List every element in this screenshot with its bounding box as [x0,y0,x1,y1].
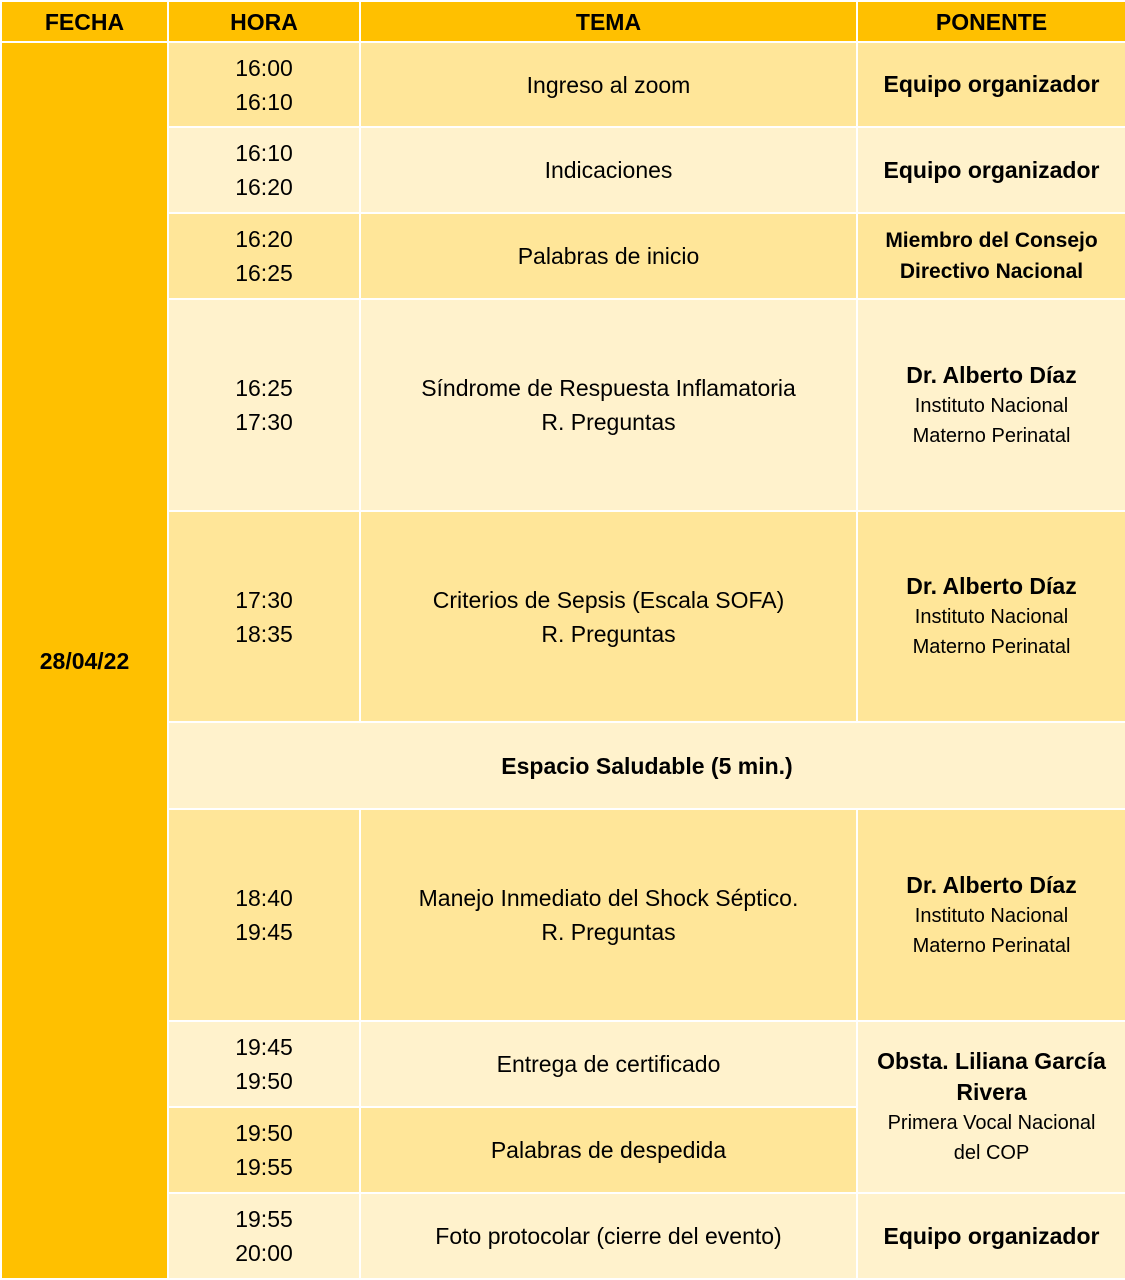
end-time: 19:45 [235,919,293,945]
tema-cell [360,809,857,1021]
tema-text: Indicaciones [544,157,673,183]
start-time: 16:25 [235,375,293,401]
hora-cell [168,299,360,511]
end-time: 16:25 [235,260,293,286]
tema-cell [360,1193,857,1279]
end-time: 19:55 [235,1154,293,1180]
start-time: 16:10 [235,140,293,166]
tema-text: Foto protocolar (cierre del evento) [435,1223,782,1249]
ponente-cell [857,1193,1125,1279]
end-time: 20:00 [235,1240,293,1266]
table-row [1,42,1125,127]
tema-text: Ingreso al zoom [526,71,691,98]
start-time: 19:50 [235,1120,293,1146]
ponente-institution: Materno Perinatal [912,636,1071,658]
ponente-institution: Materno Perinatal [912,424,1071,447]
start-time: 16:20 [235,226,293,252]
ponente-cell [857,809,1125,1021]
hora-cell [168,213,360,299]
ponente-cell [857,511,1125,722]
header-hora: HORA [168,1,360,42]
ponente-cell [857,213,1125,299]
tema-cell [360,511,857,722]
tema-cell [360,127,857,213]
ponente-name: Dr. Alberto Díaz [906,871,1077,898]
table-row [1,809,1125,1021]
end-time: 16:20 [235,174,293,200]
ponente-name-line: Directivo Nacional [899,260,1084,283]
fecha-cell: 28/04/22 [1,42,168,1279]
table-row [1,722,1125,809]
tema-text: Palabras de inicio [517,243,700,269]
tema-text: Manejo Inmediato del Shock Séptico. [418,885,799,911]
ponente-institution: Primera Vocal Nacional [887,1112,1096,1134]
end-time: 19:50 [235,1068,293,1094]
start-time: 19:55 [235,1206,293,1232]
break-cell: Espacio Saludable (5 min.) [168,722,1125,809]
ponente-name: Equipo organizador [883,71,1100,97]
tema-cell [360,299,857,511]
ponente-institution: del COP [953,1142,1030,1164]
start-time: 19:45 [235,1034,293,1060]
ponente-name-line: Rivera [956,1079,1027,1105]
ponente-name-line: Miembro del Consejo [885,229,1098,252]
ponente-name-line: Obsta. Liliana García [877,1048,1106,1074]
tema-text: Criterios de Sepsis (Escala SOFA) [432,586,785,613]
hora-cell [168,511,360,722]
table-row [1,127,1125,213]
ponente-institution: Instituto Nacional [914,394,1069,417]
tema-cell [360,42,857,127]
tema-cell [360,1107,857,1193]
hora-cell [168,1021,360,1107]
hora-cell [168,1107,360,1193]
tema-text: Síndrome de Respuesta Inflamatoria [421,375,796,401]
ponente-name: Dr. Alberto Díaz [906,361,1077,388]
ponente-cell [857,299,1125,511]
tema-text: R. Preguntas [541,620,676,647]
ponente-institution: Instituto Nacional [914,904,1069,927]
table-row [1,1193,1125,1279]
end-time: 16:10 [235,88,293,115]
table-row [1,511,1125,722]
start-time: 17:30 [235,586,293,613]
hora-cell [168,1193,360,1279]
start-time: 16:00 [235,54,293,81]
header-ponente: PONENTE [857,1,1125,42]
end-time: 17:30 [235,409,293,435]
hora-cell [168,127,360,213]
ponente-institution: Instituto Nacional [914,606,1069,628]
end-time: 18:35 [235,620,293,647]
ponente-cell [857,42,1125,127]
ponente-name: Equipo organizador [883,156,1100,183]
ponente-institution: Materno Perinatal [912,934,1071,957]
table-row [1,299,1125,511]
tema-text: Entrega de certificado [496,1051,721,1077]
ponente-name: Dr. Alberto Díaz [906,573,1077,599]
start-time: 18:40 [235,885,293,911]
tema-text: R. Preguntas [541,409,676,435]
tema-text: Palabras de despedida [490,1137,727,1163]
table-row [1,1021,1125,1107]
tema-text: R. Preguntas [541,919,676,945]
header-row [1,1,1125,42]
tema-cell [360,213,857,299]
tema-cell [360,1021,857,1107]
table-row [1,213,1125,299]
header-fecha: FECHA [1,1,168,42]
hora-cell [168,809,360,1021]
ponente-name: Equipo organizador [883,1222,1100,1249]
ponente-cell [857,1021,1125,1193]
ponente-cell [857,127,1125,213]
header-tema: TEMA [360,1,857,42]
hora-cell [168,42,360,127]
